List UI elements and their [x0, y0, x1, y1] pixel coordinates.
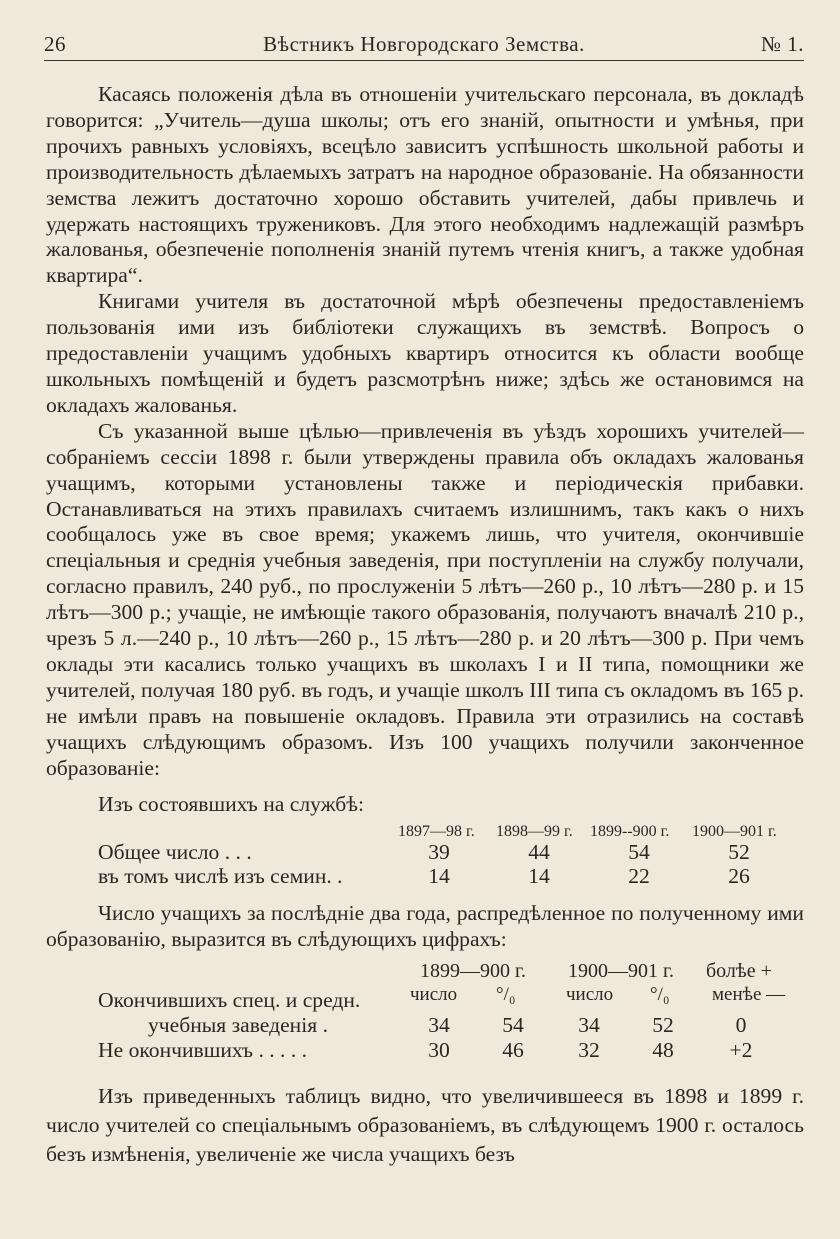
table1-year-4: 1900—901 г. — [692, 823, 777, 840]
table2-pct-header: °/₀ — [650, 984, 670, 1005]
table2-cell: 32 — [578, 1038, 600, 1062]
table1-row2-label: въ томъ числѣ изъ семин. . — [98, 864, 343, 888]
table2-cell: 54 — [502, 1013, 524, 1037]
paragraph-4: Число учащихъ за послѣдніе два года, распредѣленное по полученному ими образованію, выразится въ слѣдующихъ цифрахъ: — [46, 901, 804, 951]
table1-year-2: 1898—99 г. — [496, 823, 573, 840]
table2-row1-label-a: Окончившихъ спец. и средн. — [98, 988, 361, 1012]
page-header — [44, 30, 804, 61]
table2-cell: 34 — [428, 1013, 450, 1037]
table1-cell: 54 — [628, 840, 650, 864]
table1-cell: 39 — [428, 840, 450, 864]
table1-cell: 26 — [728, 864, 750, 888]
paragraph-1: Касаясь положенія дѣла въ отношеніи учительскаго персонала, въ докладѣ говорится: „Учитель—душа школы; отъ его знаній, опытности и умѣнья, при прочихъ равныхъ условіяхъ, всецѣло зависитъ успѣшность школьной работы и производительность дѣлаемыхъ затратъ на народное образованіе. На обязанности земства лежитъ достаточно хорошо обставить учителей, дабы привлечь и удержать настоящихъ тружениковъ. Для этого необходимъ надлежащій размѣръ жалованья, обезпеченіе пополненія знаній путемъ чтенія книгъ, а также удобная квартира“. — [46, 82, 804, 288]
final-text — [46, 1082, 804, 1169]
table1-cell: 52 — [728, 840, 750, 864]
table2-year-1: 1899—900 г. — [420, 960, 526, 982]
table2-cell: 52 — [652, 1013, 674, 1037]
table2-cell: 30 — [428, 1038, 450, 1062]
middle-text — [46, 901, 804, 953]
table1-cell: 22 — [628, 864, 650, 888]
table2-row2-label: Не окончившихъ . . . . . — [98, 1038, 308, 1062]
table2-cell: +2 — [729, 1038, 753, 1062]
table2-more-label: болѣе + — [706, 960, 772, 982]
table2-pct-header: °/₀ — [496, 984, 516, 1005]
table1-year-1: 1897—98 г. — [398, 823, 475, 840]
table1-cell: 44 — [528, 840, 550, 864]
table1-heading: Изъ состоявшихъ на службѣ: — [98, 792, 364, 816]
table2-count-header: число — [410, 984, 458, 1005]
table2-count-header: число — [566, 984, 614, 1005]
table2-year-2: 1900—901 г. — [568, 960, 674, 982]
paragraph-5: Изъ приведенныхъ таблицъ видно, что увеличившееся въ 1898 и 1899 г. число учителей со спеціальнымъ образованіемъ, въ слѣдующемъ 1900 г. осталось безъ измѣненія, увеличеніе же числа учащихъ безъ — [46, 1084, 804, 1166]
table2-cell: 48 — [652, 1038, 674, 1062]
table2-cell: 34 — [578, 1013, 600, 1037]
table2-less-label: менѣе — — [712, 984, 786, 1005]
table2-cell: 0 — [735, 1013, 747, 1037]
table2-cell: 46 — [502, 1038, 524, 1062]
issue-number: № 1. — [760, 32, 804, 56]
main-text — [46, 82, 804, 781]
journal-title: Вѣстникъ Новгородскаго Земства. — [263, 32, 585, 56]
paragraph-2: Книгами учителя въ достаточной мѣрѣ обезпечены предоставленіемъ пользованія ими изъ библіотеки служащихъ въ земствѣ. Вопросъ о предоставленіи учащимъ удобныхъ квартиръ относится къ области вообще школьныхъ помѣщеній и будетъ разсмотрѣнъ ниже; здѣсь же остановимся на окладахъ жалованья. — [46, 289, 804, 417]
table2-row1-label-b: учебныя заведенія . — [148, 1013, 328, 1037]
paragraph-3: Съ указанной выше цѣлью—привлеченія въ уѣздъ хорошихъ учителей—собраніемъ сессіи 1898 г. были утверждены правила объ окладахъ жалованья учащимъ, которыми установлены также и періодическія прибавки. Останавливаться на этихъ правилахъ считаемъ излишнимъ, такъ какъ о нихъ сообщалось уже въ свое время; укажемъ лишь, что учителя, окончившіе спеціальныя и среднія учебныя заведенія, при поступленіи на службу получали, согласно правилъ, 240 руб., по прослуженіи 5 лѣтъ—260 р., 10 лѣтъ—280 р. и 15 лѣтъ—300 р.; учащіе, не имѣющіе такого образованія, получаютъ вначалѣ 210 р., чрезъ 5 л.—240 р., 10 лѣтъ—260 р., 15 лѣтъ—280 р. и 20 лѣтъ—300 р. При чемъ оклады эти касались только учащихъ въ школахъ I и II типа, помощники же учителей, получая 180 руб. въ годъ, и учащіе школъ III типа съ окладомъ въ 165 р. не имѣли правъ на повышеніе окладовъ. Правила эти отразились на составѣ учащихъ слѣдующимъ образомъ. Изъ 100 учащихъ получили законченное образованіе: — [46, 418, 804, 780]
table1-cell: 14 — [428, 864, 450, 888]
table1-row1-label: Общее число . . . — [98, 840, 252, 864]
table1-cell: 14 — [528, 864, 550, 888]
page-number: 26 — [44, 32, 66, 56]
table1-year-3: 1899--900 г. — [590, 823, 670, 840]
